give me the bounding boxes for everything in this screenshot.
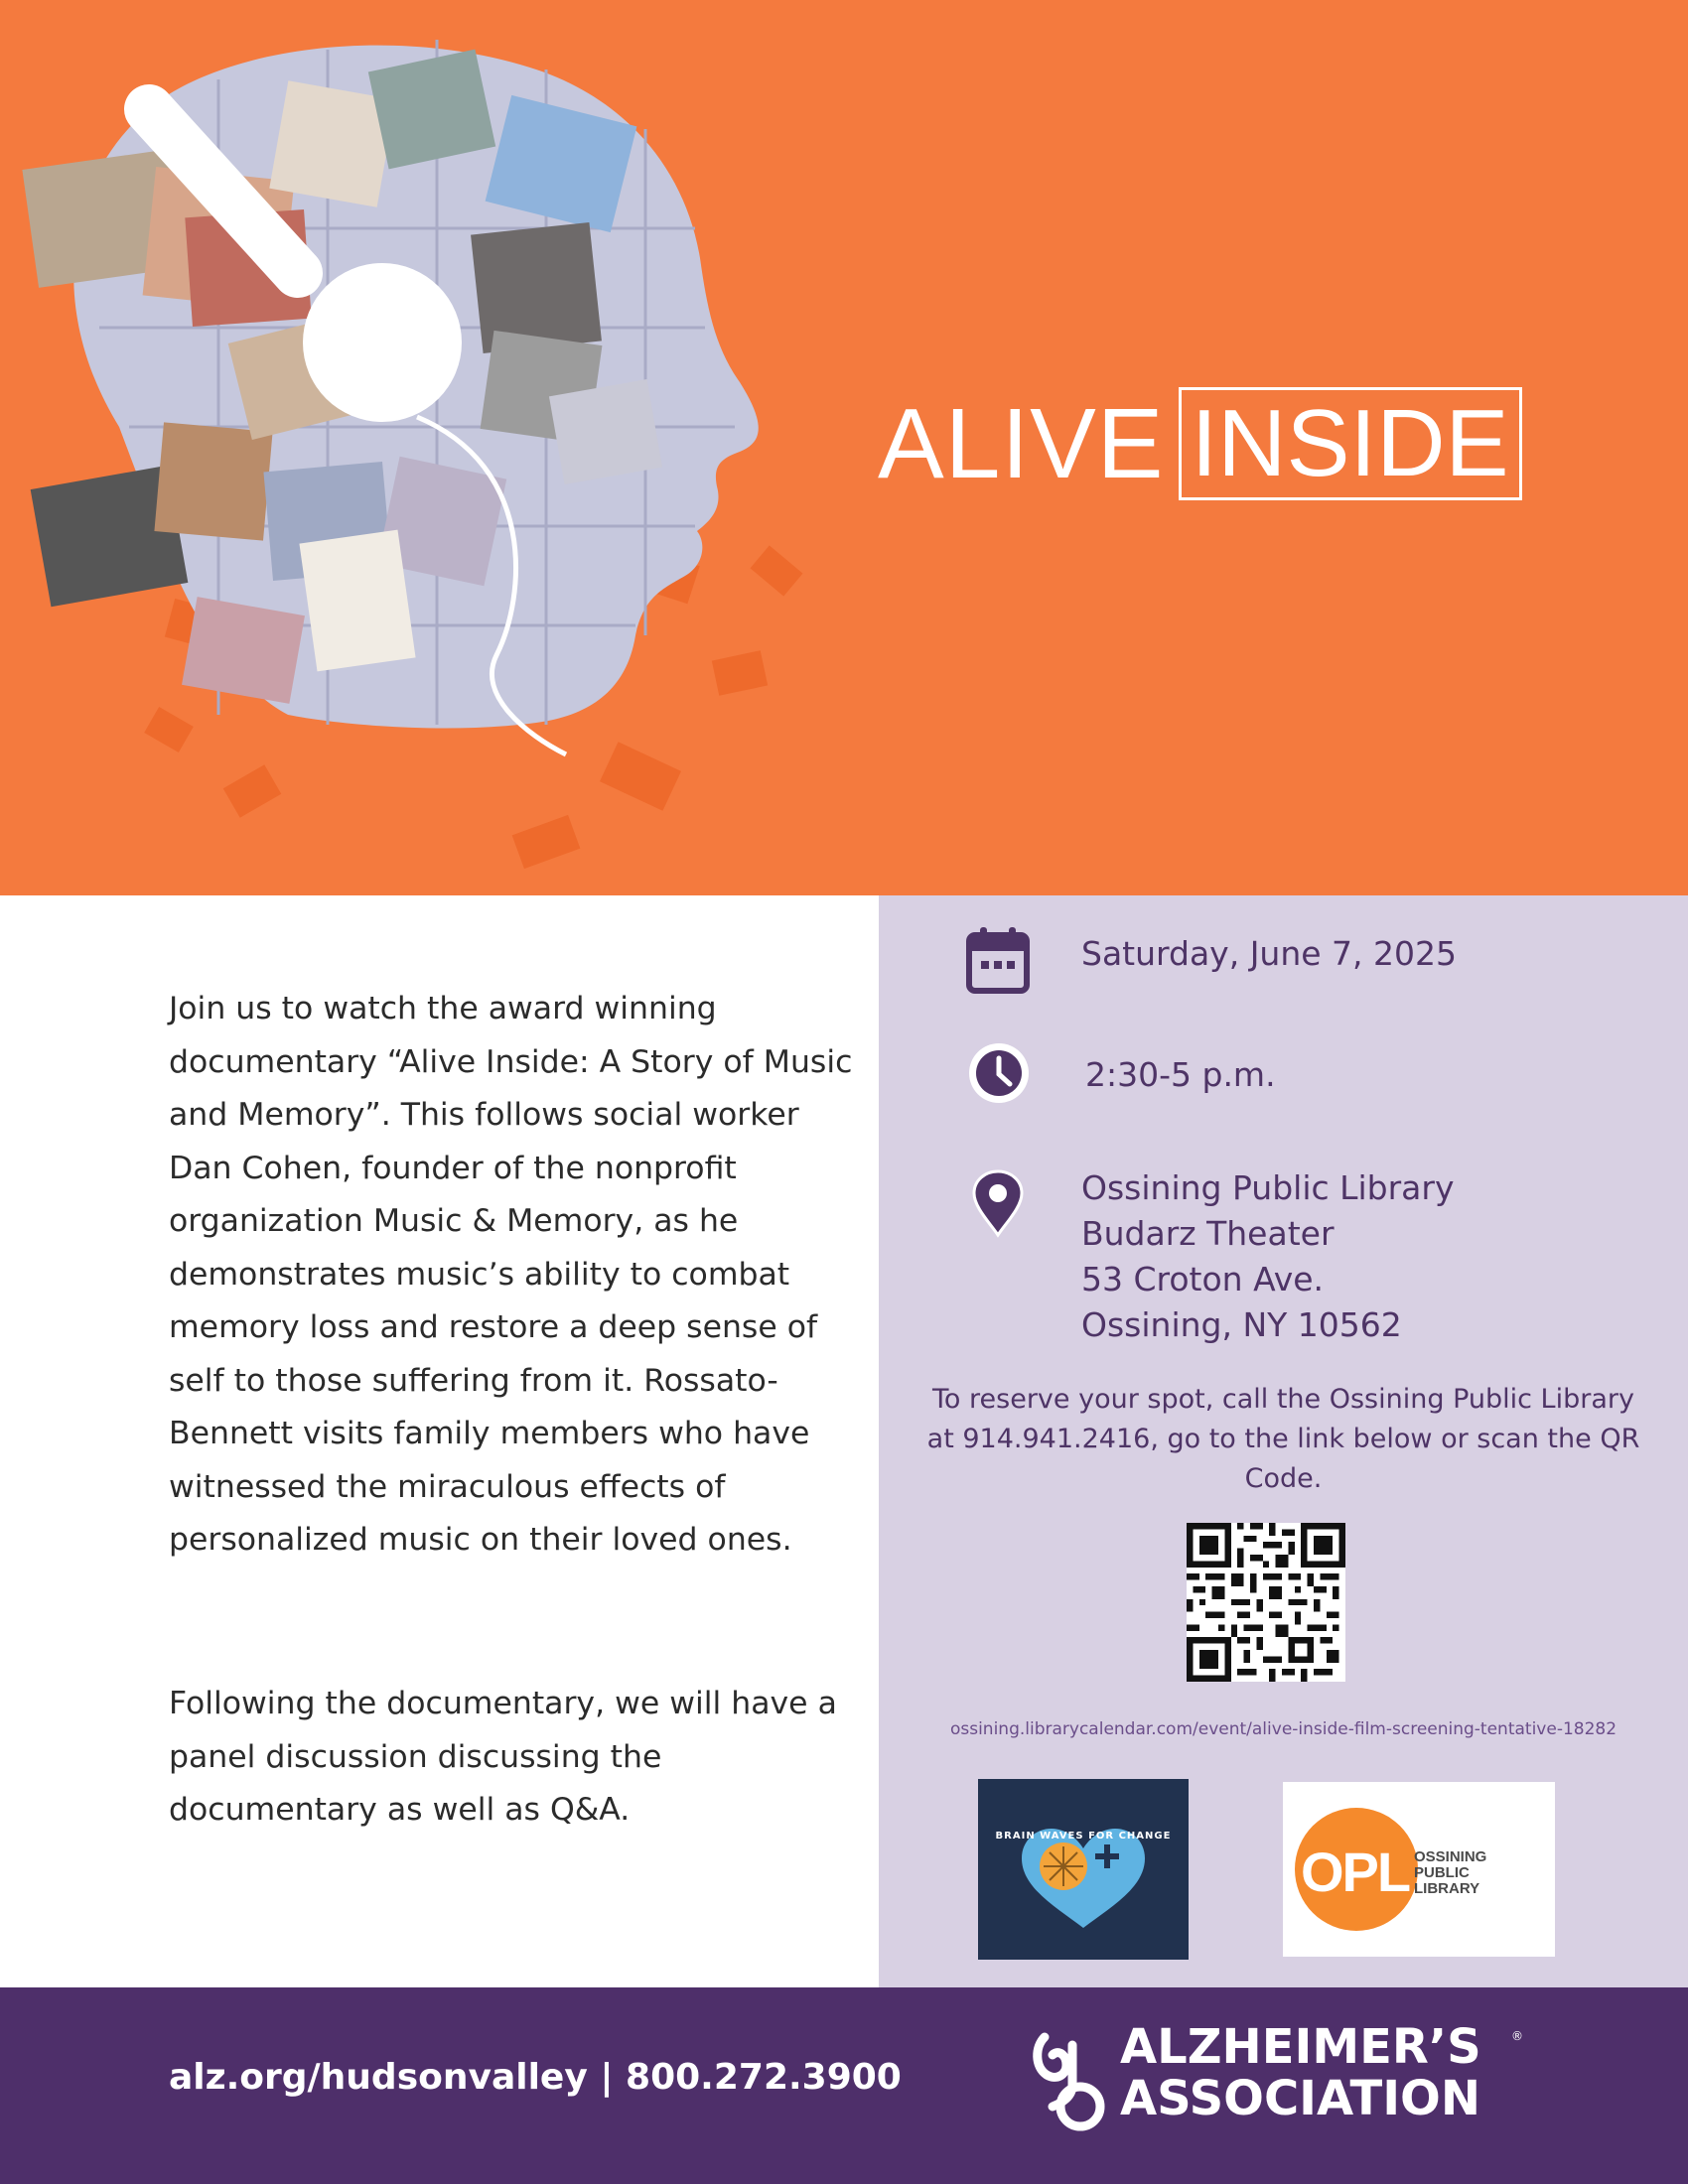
brain-waves-for-change-logo [978, 1779, 1189, 1960]
title-inside: INSIDE [1179, 387, 1522, 500]
location-pin-icon [970, 1169, 1026, 1239]
location-line: 53 Croton Ave. [1081, 1260, 1325, 1298]
location-line: Ossining Public Library [1081, 1168, 1455, 1207]
brain-waves-text: BRAIN WAVES FOR CHANGE [995, 1831, 1172, 1842]
alzheimers-wordmark: ALZHEIMER’S [1120, 2019, 1481, 2075]
opl-name-line: OSSINING [1414, 1848, 1487, 1865]
association-wordmark: ASSOCIATION [1120, 2071, 1481, 2126]
description-paragraph: Join us to watch the award winning documentary “Alive Inside: A Story of Music and Memory”. This follows social worker Dan Cohen, founder of the nonprofit organization Music & Memory, as he demonstrates music’s ability to combat memory loss and restore a deep sense of self to those suffering from it. Rossato-Bennett visits family members who have witnessed the miraculous effects of personalized music on their loved ones. [169, 991, 853, 1558]
hero-banner [0, 0, 1688, 895]
event-location [1081, 1165, 1455, 1348]
ossining-public-library-logo [1283, 1782, 1555, 1957]
calendar-icon [966, 925, 1030, 995]
title-alive: ALIVE [878, 388, 1165, 499]
opl-name [1414, 1849, 1486, 1897]
reserve-instructions: To reserve your spot, call the Ossining Public Library at 914.941.2416, go to the link below or scan the QR Code. [926, 1384, 1640, 1494]
opl-name-line: LIBRARY [1414, 1880, 1480, 1897]
event-info-panel [879, 895, 1688, 1987]
event-link[interactable]: ossining.librarycalendar.com/event/alive-inside-film-screening-tentative-18282 [949, 1719, 1618, 1739]
alzheimers-association-logo-icon [1033, 2025, 1114, 2136]
brain-heart-icon [978, 1779, 1189, 1960]
opl-letters: OPL [1301, 1841, 1410, 1903]
film-title [878, 387, 1522, 500]
clock-icon [966, 1040, 1032, 1106]
panel-discussion-paragraph: Following the documentary, we will have a panel discussion discussing the documentary as well as Q&A. [169, 1686, 837, 1828]
location-line: Budarz Theater [1081, 1214, 1335, 1253]
headphone-earcup [303, 263, 462, 422]
footer-contact[interactable]: alz.org/hudsonvalley | 800.272.3900 [169, 2057, 902, 2098]
description-panel [0, 895, 879, 1987]
qr-code[interactable] [1187, 1523, 1345, 1682]
registered-mark: ® [1511, 2029, 1523, 2043]
event-date: Saturday, June 7, 2025 [1081, 934, 1458, 973]
opl-name-line: PUBLIC [1414, 1864, 1470, 1881]
event-time: 2:30-5 p.m. [1085, 1055, 1276, 1094]
location-line: Ossining, NY 10562 [1081, 1305, 1402, 1344]
